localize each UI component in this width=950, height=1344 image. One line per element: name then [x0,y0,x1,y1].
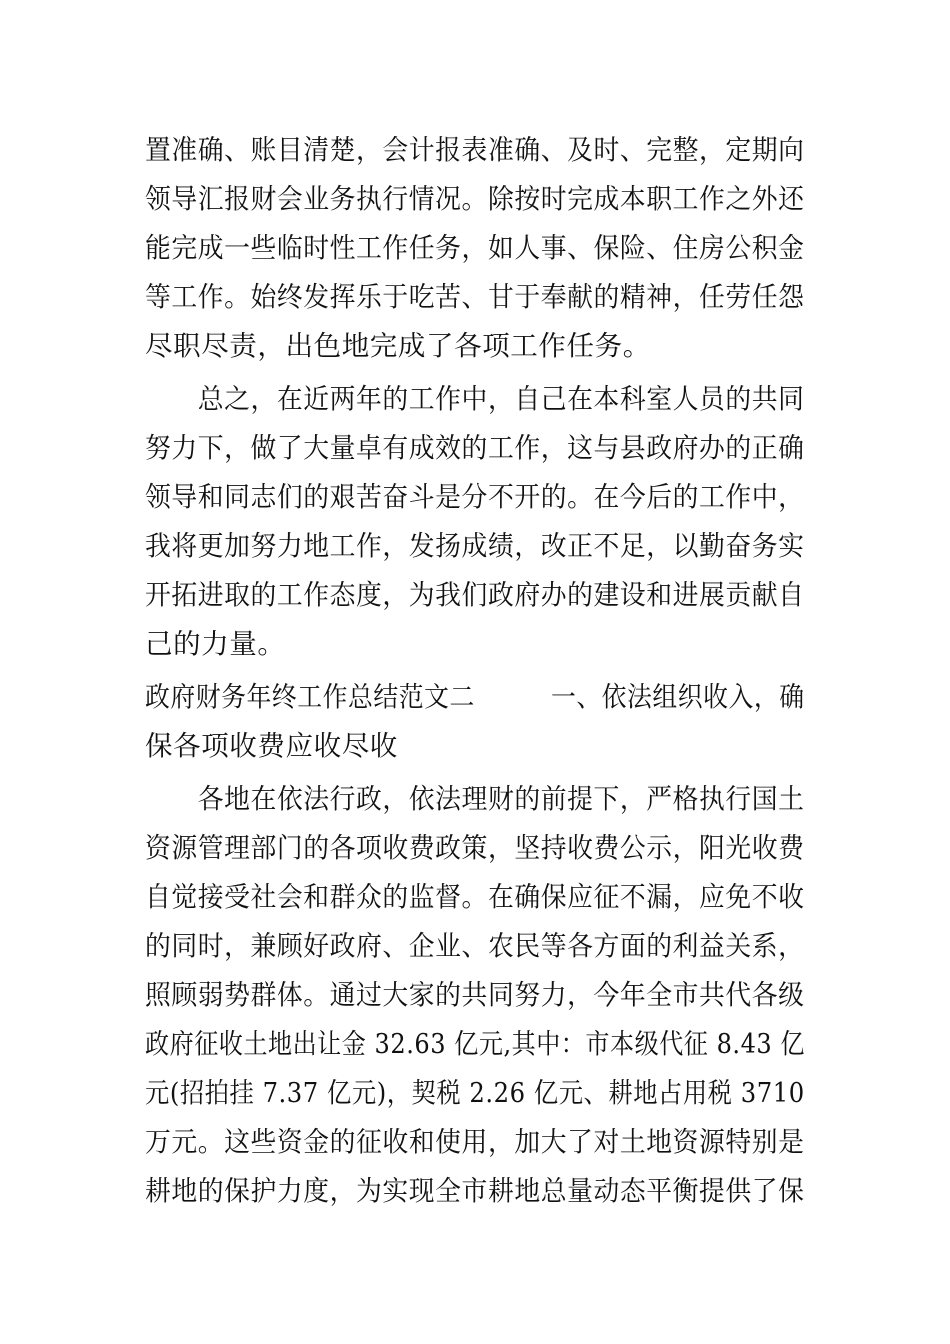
text-line: 元(招拍挂 7.37 亿元)，契税 2.26 亿元、耕地占用税 3710 [145,1077,805,1109]
section-heading-line: 政府财务年终工作总结范文二 一、依法组织收入，确 [145,681,805,713]
text-line: 尽职尽责，出色地完成了各项工作任务。 [145,330,651,362]
text-line: 领导汇报财会业务执行情况。除按时完成本职工作之外还 [145,183,805,215]
text-line: 耕地的保护力度，为实现全市耕地总量动态平衡提供了保 [145,1175,805,1207]
text-line: 等工作。始终发挥乐于吃苦、甘于奉献的精神，任劳任怨 [145,281,805,313]
text-line: 开拓进取的工作态度，为我们政府办的建设和进展贡献自 [145,579,805,611]
text-line: 己的力量。 [145,628,286,660]
text-line: 置准确、账目清楚，会计报表准确、及时、完整，定期向 [145,134,805,166]
text-line: 努力下，做了大量卓有成效的工作，这与县政府办的正确 [145,432,805,464]
section-heading-line: 保各项收费应收尽收 [145,730,398,762]
text-line: 总之，在近两年的工作中，自己在本科室人员的共同 [145,383,805,415]
text-line: 领导和同志们的艰苦奋斗是分不开的。在今后的工作中， [145,481,805,513]
text-line: 资源管理部门的各项收费政策，坚持收费公示，阳光收费 [145,832,805,864]
text-line: 政府征收土地出让金 32.63 亿元,其中：市本级代征 8.43 亿 [145,1028,806,1060]
text-line: 照顾弱势群体。通过大家的共同努力，今年全市共代各级 [145,979,805,1011]
text-line: 的同时，兼顾好政府、企业、农民等各方面的利益关系， [145,930,805,962]
text-line: 能完成一些临时性工作任务，如人事、保险、住房公积金 [145,232,805,264]
text-line: 万元。这些资金的征收和使用，加大了对土地资源特别是 [145,1126,805,1158]
text-line: 我将更加努力地工作，发扬成绩，改正不足，以勤奋务实 [145,530,805,562]
text-line: 各地在依法行政，依法理财的前提下，严格执行国土 [145,783,805,815]
text-line: 自觉接受社会和群众的监督。在确保应征不漏，应免不收 [145,881,805,913]
